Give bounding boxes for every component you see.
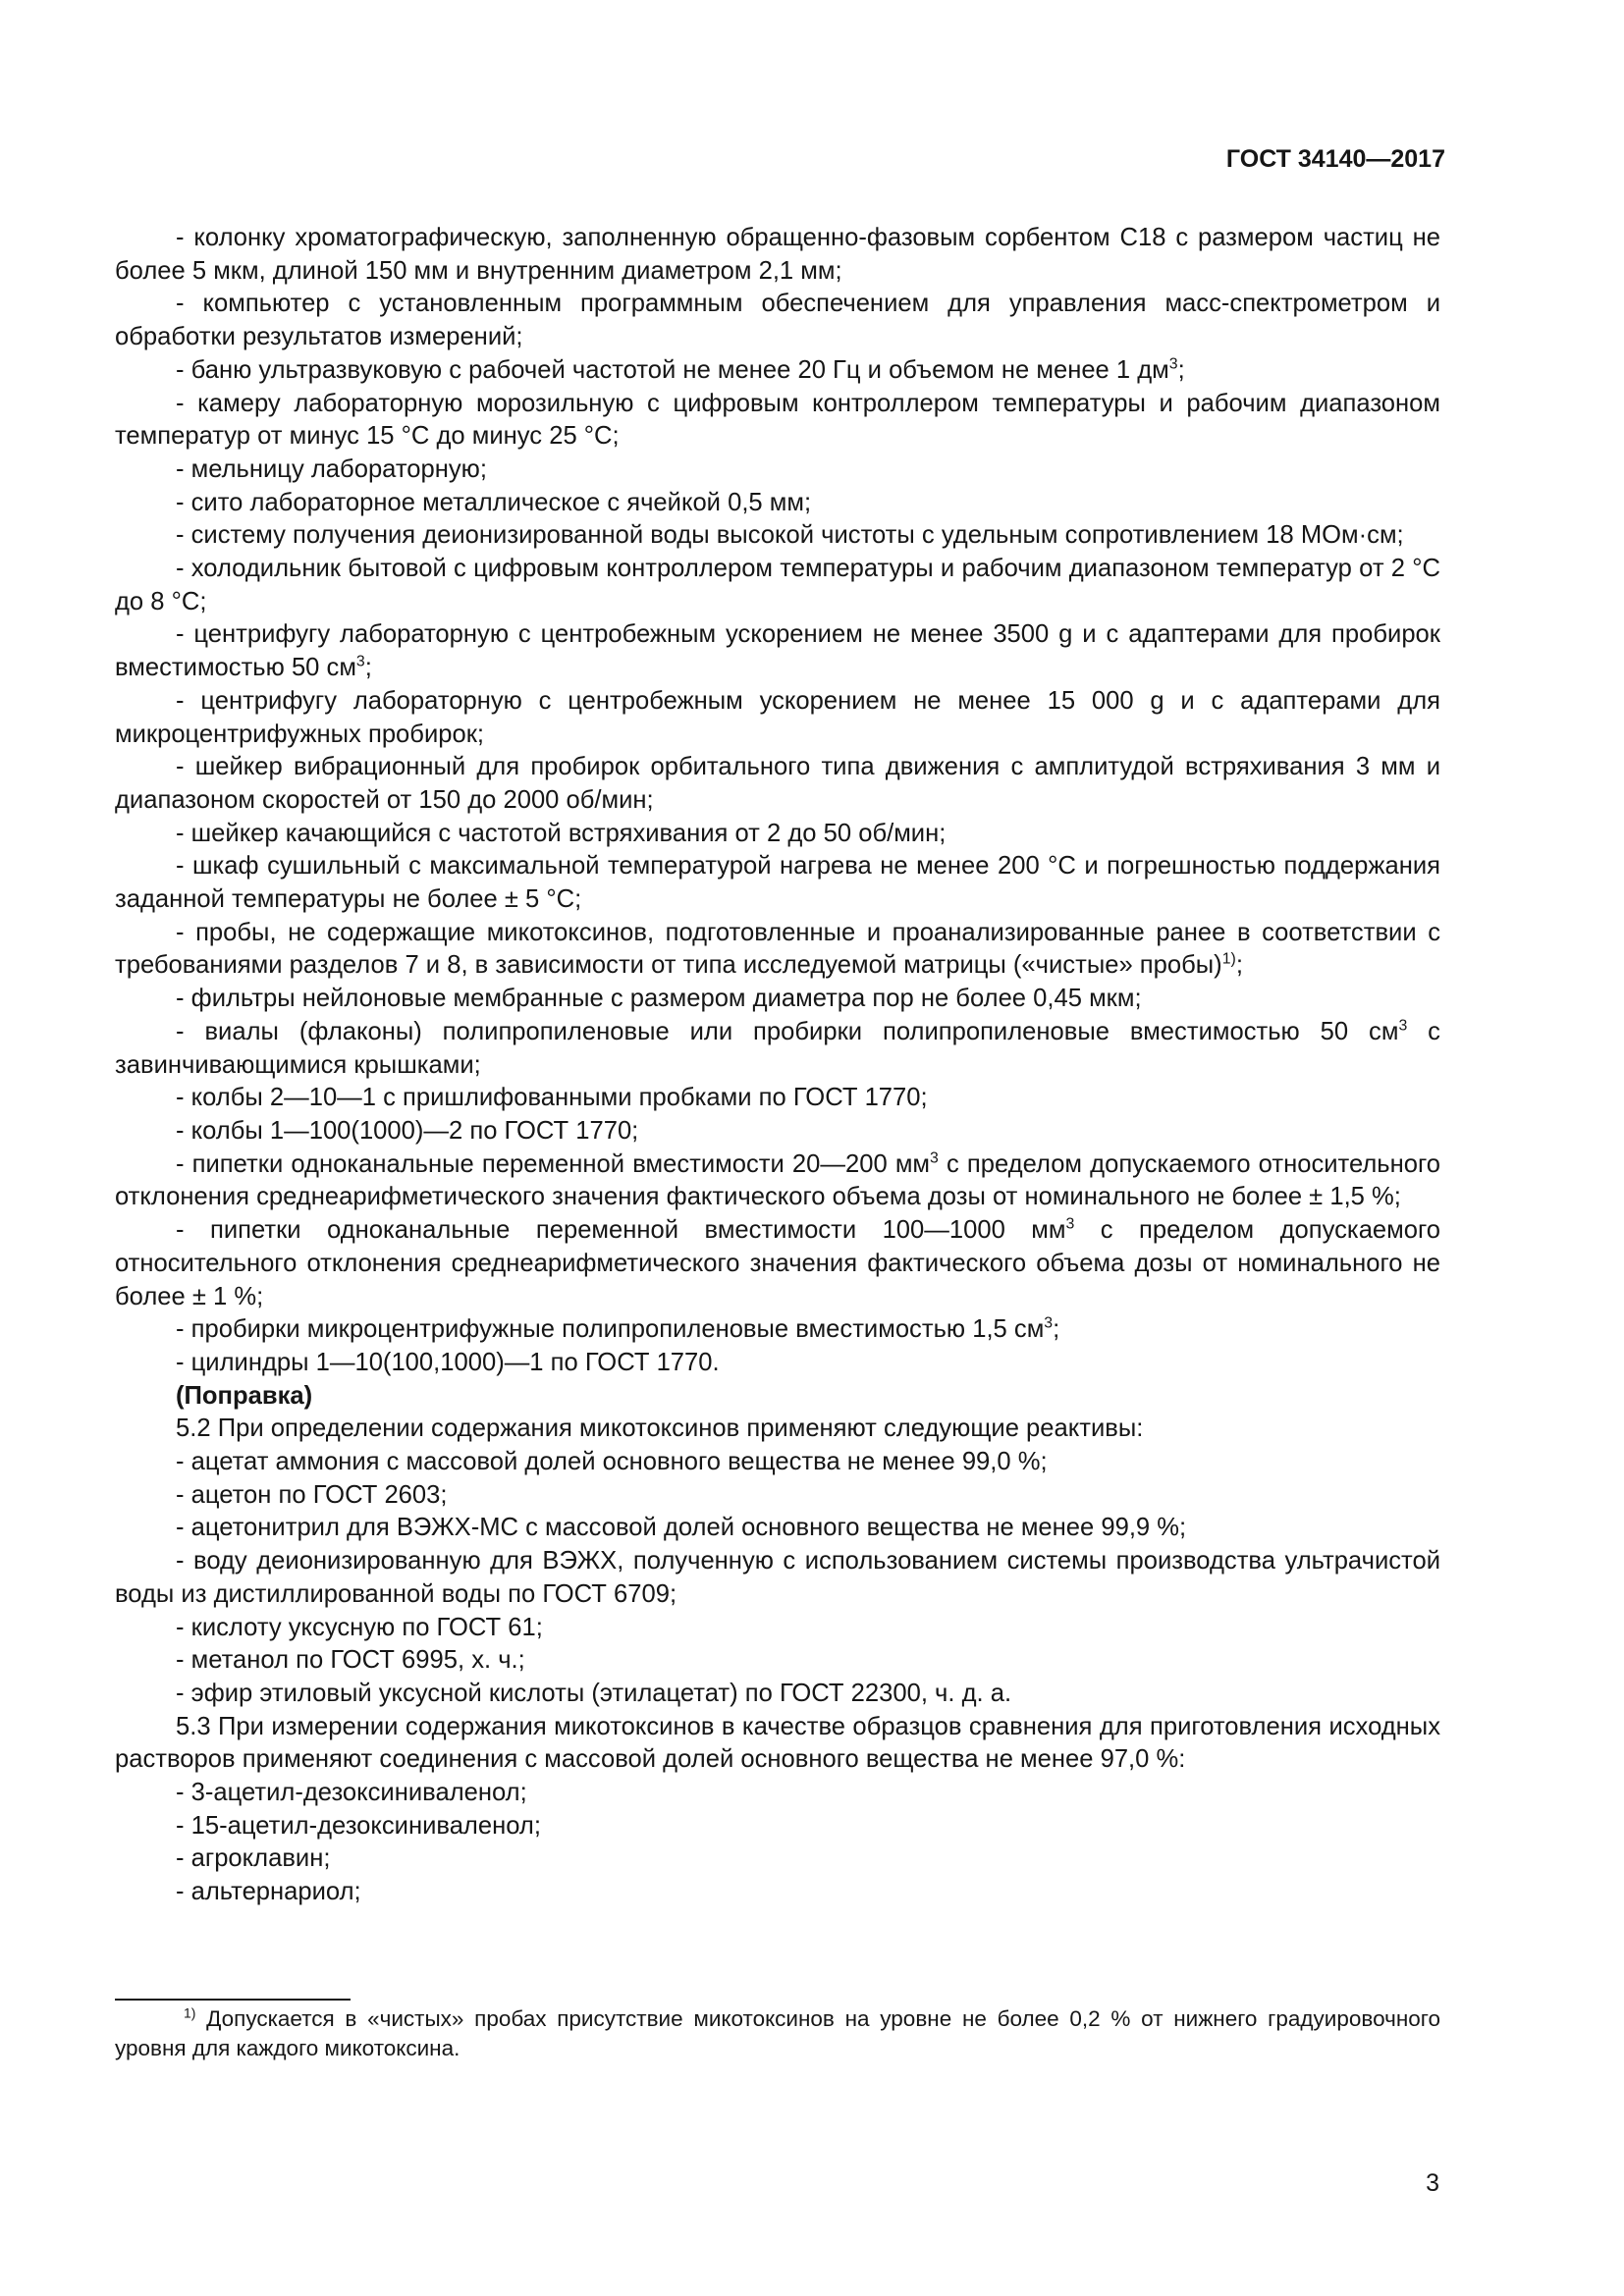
paragraph-text: - ацетонитрил для ВЭЖХ-МС с массовой долей основного вещества не менее 99,9 %;: [176, 1514, 1187, 1542]
body-paragraph: [115, 1016, 1440, 1082]
paragraph-text: - метанол по ГОСТ 6995, х. ч.;: [176, 1646, 525, 1675]
paragraph-text: - кислоту уксусную по ГОСТ 61;: [176, 1613, 543, 1641]
body-paragraph: [115, 222, 1440, 288]
paragraph-text: - виалы (флаконы) полипропиленовые или пробирки полипропиленовые вместимостью 50 см: [176, 1017, 1399, 1045]
paragraph-text: - ацетат аммония с массовой долей основного вещества не менее 99,0 %;: [176, 1448, 1048, 1476]
paragraph-text: - камеру лабораторную морозильную с цифровым контроллером температуры и рабочим диапазоном температур от минус 15 °С до минус 25 °С;: [115, 389, 1440, 451]
footnote: [115, 2004, 1440, 2063]
body-paragraph: [115, 1347, 1440, 1380]
body-paragraph: [115, 1711, 1440, 1777]
paragraph-text: - колонку хроматографическую, заполненную обращенно-фазовым сорбентом С18 с размером частиц не более 5 мкм, длиной 150 мм и внутренним диаметром 2,1 мм;: [115, 224, 1440, 285]
body-paragraph: [115, 1644, 1440, 1678]
body-paragraph: [115, 388, 1440, 454]
paragraph-text: - шкаф сушильный с максимальной температурой нагрева не менее 200 °С и погрешностью поддержания заданной температуры не более ± 5 °С;: [115, 852, 1440, 914]
paragraph-text: - центрифугу лабораторную с центробежным ускорением не менее 3500 g и с адаптерами для пробирок вместимостью 50 см: [115, 620, 1440, 682]
superscript: 3: [930, 1149, 939, 1167]
body-paragraph: [115, 1876, 1440, 1909]
body-paragraph: [115, 1810, 1440, 1843]
paragraph-text: - воду деионизированную для ВЭЖХ, полученную с использованием системы производства ультрачистой воды из дистиллированной воды по ГОСТ 6709;: [115, 1547, 1440, 1608]
paragraph-text: с пределом допускаемого относительного отклонения среднеарифметического значения фактического объема дозы от номинального не более ± 1,5 %;: [115, 1149, 1440, 1211]
superscript: 3: [1065, 1215, 1075, 1233]
page-number: 3: [1426, 2169, 1439, 2197]
paragraph-text: - пипетки одноканальные переменной вместимости 100—1000 мм: [176, 1216, 1066, 1245]
superscript: 3: [1398, 1017, 1408, 1035]
body-paragraph: [115, 354, 1440, 388]
body-paragraph: [115, 1446, 1440, 1479]
paragraph-text: - 3-ацетил-дезоксиниваленол;: [176, 1779, 527, 1807]
body-text: [115, 222, 1440, 1909]
paragraph-text: - шейкер качающийся с частотой встряхивания от 2 до 50 об/мин;: [176, 819, 947, 847]
paragraph-text: - компьютер с установленным программным обеспечением для управления масс-спектрометром и обработки результатов измерений;: [115, 290, 1440, 351]
paragraph-text: 5.3 При измерении содержания микотоксинов в качестве образцов сравнения для приготовления исходных растворов применяют соединения с массовой долей основного вещества не менее 97,0 %:: [115, 1712, 1440, 1774]
superscript: 3: [355, 653, 365, 670]
body-paragraph: [115, 1214, 1440, 1313]
paragraph-text: ;: [1235, 951, 1243, 980]
footnote-text: Допускается в «чистых» пробах присутствие микотоксинов на уровне не более 0,2 % от нижнего градуировочного уровня для каждого микотоксина.: [115, 2006, 1440, 2060]
paragraph-text: - пробирки микроцентрифужные полипропиленовые вместимостью 1,5 см: [176, 1315, 1045, 1344]
paragraph-text: - колбы 2—10—1 с пришлифованными пробками по ГОСТ 1770;: [176, 1084, 928, 1112]
footnote-separator: [115, 1999, 351, 2001]
body-paragraph: [115, 1413, 1440, 1446]
paragraph-text: - мельницу лабораторную;: [176, 454, 487, 483]
body-paragraph: [115, 685, 1440, 751]
paragraph-text: - агроклавин;: [176, 1844, 331, 1873]
body-paragraph: [115, 1313, 1440, 1347]
paragraph-text: - цилиндры 1—10(100,1000)—1 по ГОСТ 1770.: [176, 1348, 720, 1376]
paragraph-text: - колбы 1—100(1000)—2 по ГОСТ 1770;: [176, 1116, 639, 1145]
body-paragraph: [115, 1082, 1440, 1115]
paragraph-text: - альтернариол;: [176, 1878, 361, 1906]
body-paragraph: [115, 1678, 1440, 1711]
body-paragraph: [115, 1479, 1440, 1513]
body-paragraph: [115, 1777, 1440, 1810]
body-paragraph: [115, 519, 1440, 553]
footnote-marker: 1): [184, 2004, 196, 2021]
paragraph-text: - ацетон по ГОСТ 2603;: [176, 1480, 448, 1509]
body-paragraph: [115, 1612, 1440, 1645]
body-paragraph: [115, 1545, 1440, 1611]
document-header: ГОСТ 34140—2017: [1225, 145, 1445, 173]
paragraph-text: - 15-ацетил-дезоксиниваленол;: [176, 1811, 541, 1840]
superscript: 1): [1221, 950, 1236, 968]
footnote-paragraph: [115, 2004, 1440, 2063]
paragraph-text: - пробы, не содержащие микотоксинов, подготовленные и проанализированные ранее в соответствии с требованиями разделов 7 и 8, в зависимости от типа исследуемой матрицы («чистые» пробы): [115, 918, 1440, 980]
paragraph-text: - шейкер вибрационный для пробирок орбитального типа движения с амплитудой встряхивания 3 мм и диапазоном скоростей от 150 до 2000 об/мин;: [115, 753, 1440, 814]
body-paragraph: [115, 454, 1440, 487]
paragraph-text: ;: [364, 654, 372, 682]
paragraph-text: - холодильник бытовой с цифровым контроллером температуры и рабочим диапазоном температур от 2 °С до 8 °С;: [115, 555, 1440, 615]
body-paragraph: [115, 618, 1440, 684]
body-paragraph: [115, 983, 1440, 1016]
body-paragraph: [115, 818, 1440, 851]
superscript: 3: [1168, 355, 1178, 373]
paragraph-text: - центрифугу лабораторную с центробежным ускорением не менее 15 000 g и с адаптерами для микроцентрифужных пробирок;: [115, 686, 1440, 748]
superscript: 3: [1044, 1314, 1054, 1332]
paragraph-text: - пипетки одноканальные переменной вместимости 20—200 мм: [176, 1149, 931, 1178]
body-paragraph: [115, 1115, 1440, 1148]
body-paragraph: [115, 1148, 1440, 1214]
amendment-note: [115, 1380, 1440, 1414]
body-paragraph: [115, 1512, 1440, 1545]
body-paragraph: [115, 850, 1440, 916]
paragraph-text: - эфир этиловый уксусной кислоты (этилацетат) по ГОСТ 22300, ч. д. а.: [176, 1679, 1012, 1707]
paragraph-text: ;: [1053, 1315, 1060, 1344]
body-paragraph: [115, 917, 1440, 983]
body-paragraph: [115, 1842, 1440, 1876]
paragraph-text: с завинчивающимися крышками;: [115, 1017, 1440, 1079]
paragraph-text: - сито лабораторное металлическое с ячейкой 0,5 мм;: [176, 488, 812, 516]
paragraph-text: - фильтры нейлоновые мембранные с размером диаметра пор не более 0,45 мкм;: [176, 985, 1142, 1013]
paragraph-text: ;: [1177, 355, 1185, 384]
body-paragraph: [115, 487, 1440, 520]
paragraph-text: 5.2 При определении содержания микотоксинов применяют следующие реактивы:: [176, 1415, 1144, 1443]
paragraph-text: (Поправка): [176, 1381, 313, 1410]
body-paragraph: [115, 751, 1440, 817]
body-paragraph: [115, 288, 1440, 353]
body-paragraph: [115, 553, 1440, 618]
paragraph-text: - баню ультразвуковую с рабочей частотой не менее 20 Гц и объемом не менее 1 дм: [176, 355, 1169, 384]
paragraph-text: с пределом допускаемого относительного отклонения среднеарифметического значения фактического объема дозы от номинального не более ± 1 %;: [115, 1216, 1440, 1310]
paragraph-text: - систему получения деионизированной воды высокой чистоты с удельным сопротивлением 18 МОм·см;: [176, 521, 1404, 550]
